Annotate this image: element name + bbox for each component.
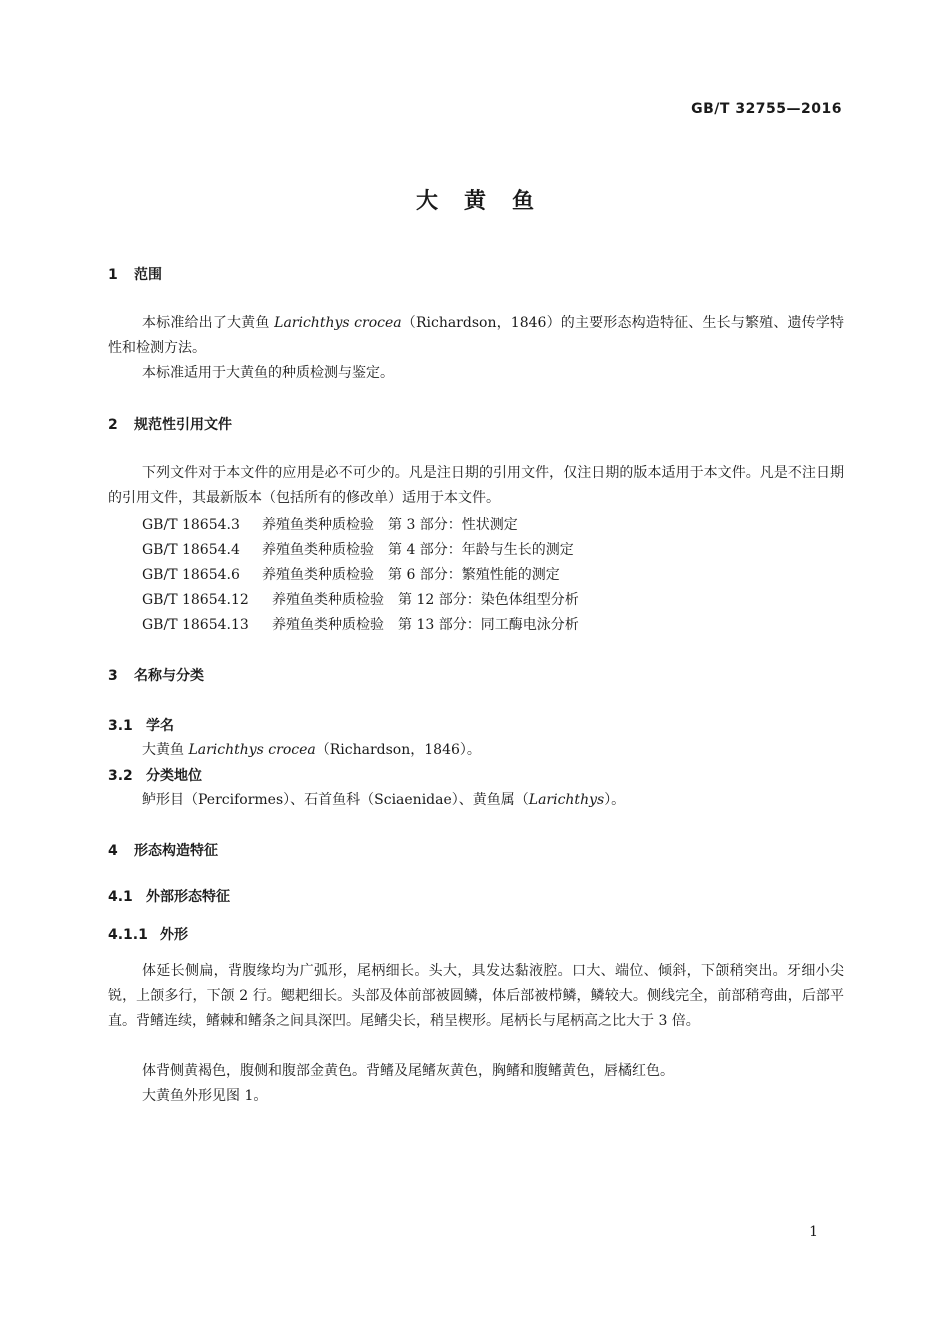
text-fragment: （Richardson，1846）的主要形态构造特征、生长与繁殖、遗传学特性和检测方法。 <box>108 315 845 356</box>
references-intro: 下列文件对于本文件的应用是必不可少的。凡是注日期的引用文件，仅注日期的版本适用于本文件。凡是不注日期的引用文件，其最新版本（包括所有的修改单）适用于本文件。 <box>108 465 844 506</box>
section-number: 3.2 <box>108 768 133 784</box>
species-name: Larichthys crocea <box>274 315 402 331</box>
section-3-heading <box>108 665 204 685</box>
section-number: 1 <box>108 267 118 283</box>
reference-title: 养殖鱼类种质检验 <box>262 567 374 583</box>
reference-title: 养殖鱼类种质检验 <box>262 542 374 558</box>
section-number: 3 <box>108 668 118 684</box>
section-1-heading <box>108 264 162 284</box>
reference-title: 养殖鱼类种质检验 <box>272 617 384 633</box>
section-4-heading <box>108 840 218 860</box>
scientific-name-text <box>142 739 481 759</box>
figure-reference-paragraph: 大黄鱼外形见图 1。 <box>142 1088 268 1104</box>
reference-code: GB/T 18654.6 <box>142 567 240 583</box>
reference-item <box>142 589 579 609</box>
scope-paragraph-1 <box>108 311 844 361</box>
reference-title: 养殖鱼类种质检验 <box>262 517 374 533</box>
text-fragment: ）。 <box>604 792 626 808</box>
section-title: 范围 <box>134 267 162 283</box>
appearance-paragraph: 体延长侧扁，背腹缘均为广弧形，尾柄细长。头大，具发达黏液腔。口大、端位、倾斜，下颌稍突出。牙细小尖锐，上颌多行，下颌 2 行。鳃耙细长。头部及体前部被圆鳞，体后部被栉鳞，鳞较大。侧线完全，前部稍弯曲，后部平直。背鳍连续，鳍棘和鳍条之间具深凹。尾鳍尖长，稍呈楔形。尾柄长与尾柄高之比大于 3 倍。 <box>108 963 844 1029</box>
section-number: 4.1.1 <box>108 927 148 943</box>
section-title: 外形 <box>160 927 188 943</box>
text-fragment: 本标准给出了大黄鱼 <box>142 315 275 331</box>
section-4-1-1-heading <box>108 924 188 944</box>
page-number: 1 <box>809 1224 818 1240</box>
reference-item <box>142 539 574 559</box>
section-2-heading <box>108 414 232 434</box>
section-title: 外部形态特征 <box>146 889 230 905</box>
document-title: 大黄鱼 <box>415 189 560 214</box>
reference-code: GB/T 18654.4 <box>142 542 240 558</box>
reference-item <box>142 514 518 534</box>
text-fragment: （Richardson，1846）。 <box>315 742 481 758</box>
species-name: Larichthys crocea <box>188 742 316 758</box>
reference-part: 第 12 部分：染色体组型分析 <box>398 592 579 608</box>
section-4-1-heading <box>108 886 230 906</box>
standard-code: GB/T 32755—2016 <box>691 101 842 117</box>
reference-item <box>142 614 579 634</box>
reference-part: 第 3 部分：性状测定 <box>388 517 518 533</box>
section-number: 4.1 <box>108 889 133 905</box>
section-number: 2 <box>108 417 118 433</box>
section-title: 名称与分类 <box>134 668 204 684</box>
reference-code: GB/T 18654.13 <box>142 617 249 633</box>
genus-name: Larichthys <box>528 792 605 808</box>
coloration-paragraph: 体背侧黄褐色，腹侧和腹部金黄色。背鳍及尾鳍灰黄色，胸鳍和腹鳍黄色，唇橘红色。 <box>142 1063 674 1079</box>
reference-part: 第 13 部分：同工酶电泳分析 <box>398 617 579 633</box>
text-fragment: 鲈形目（Perciformes）、石首鱼科（Sciaenidae）、黄鱼属（ <box>142 792 529 808</box>
reference-part: 第 6 部分：繁殖性能的测定 <box>388 567 560 583</box>
reference-item <box>142 564 560 584</box>
section-number: 4 <box>108 843 118 859</box>
section-3-2-heading <box>108 765 202 785</box>
section-title: 形态构造特征 <box>134 843 218 859</box>
section-title: 分类地位 <box>146 768 202 784</box>
section-3-1-heading <box>108 715 174 735</box>
reference-code: GB/T 18654.12 <box>142 592 249 608</box>
section-title: 规范性引用文件 <box>134 417 232 433</box>
section-number: 3.1 <box>108 718 133 734</box>
reference-title: 养殖鱼类种质检验 <box>272 592 384 608</box>
reference-code: GB/T 18654.3 <box>142 517 240 533</box>
reference-part: 第 4 部分：年龄与生长的测定 <box>388 542 574 558</box>
classification-text <box>142 789 625 809</box>
text-fragment: 大黄鱼 <box>142 742 189 758</box>
section-title: 学名 <box>146 718 174 734</box>
scope-paragraph-2: 本标准适用于大黄鱼的种质检测与鉴定。 <box>142 365 394 381</box>
